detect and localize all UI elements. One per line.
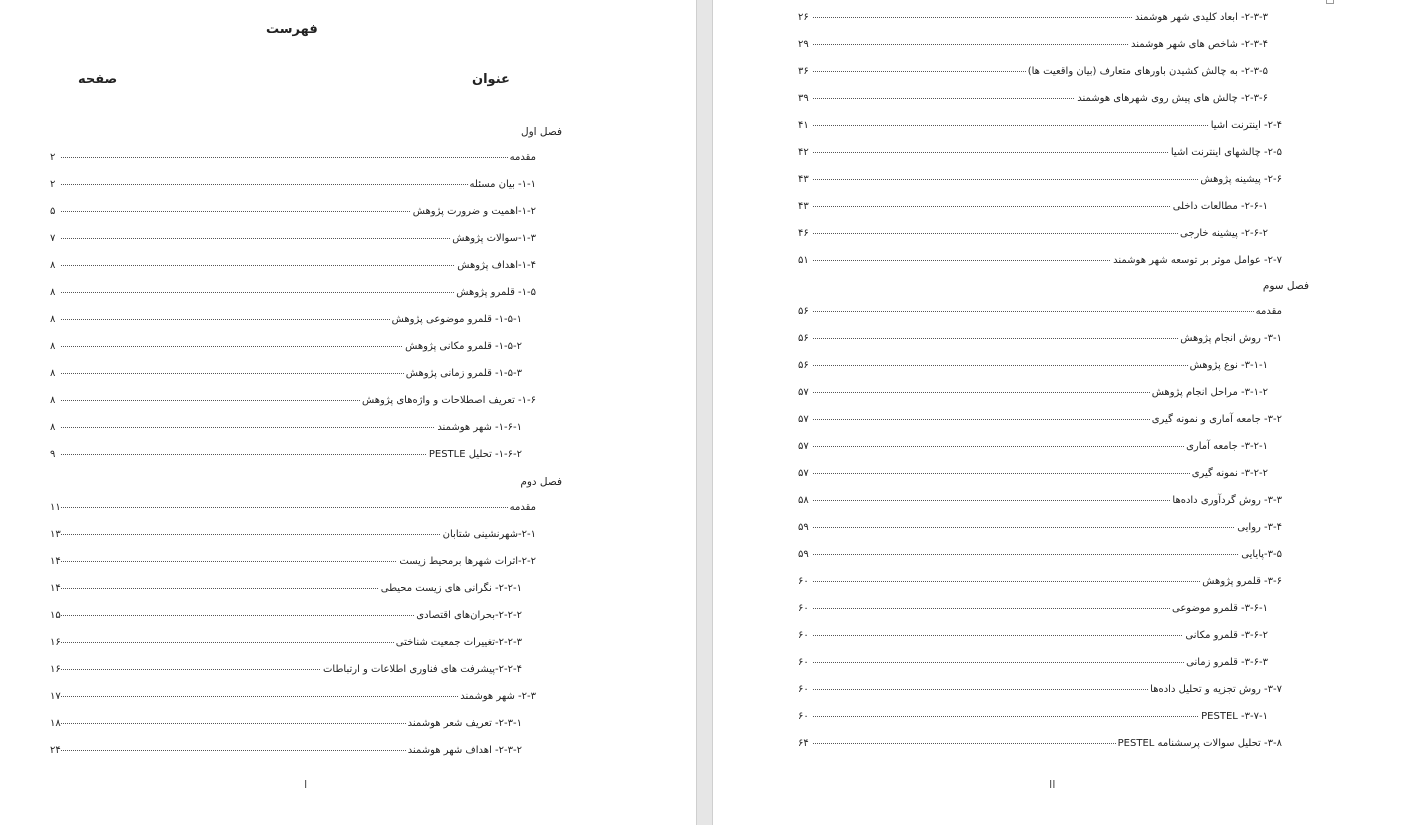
toc-entry[interactable] [50, 286, 536, 300]
toc-page-number: ۵۷ [798, 468, 809, 479]
toc-entry-title: ۲-۳- شهر هوشمند [460, 691, 536, 702]
toc-entry-title: ۲-۳-۳- ابعاد کلیدی شهر هوشمند [1134, 12, 1268, 23]
toc-entry-title: مقدمه [509, 502, 536, 513]
toc-page-number: ۸ [50, 314, 56, 325]
toc-page-number: ۲ [50, 179, 56, 190]
toc-page-number: ۱۱ [50, 502, 61, 513]
toc-entry[interactable] [798, 146, 1282, 160]
toc-page-number: ۳۶ [798, 66, 809, 77]
toc-entry[interactable] [50, 717, 536, 731]
toc-entry[interactable] [798, 227, 1282, 241]
chapter-heading: فصل اول [520, 126, 562, 138]
toc-entry-title: ۱-۴-اهداف پژوهش [457, 260, 536, 271]
toc-entry[interactable] [798, 38, 1282, 52]
toc-entry-title: ۲-۳-۱- تعریف شعر هوشمند [407, 718, 522, 729]
toc-entry[interactable] [798, 629, 1282, 643]
toc-entry[interactable] [798, 656, 1282, 670]
toc-entry[interactable] [50, 340, 536, 354]
toc-entry[interactable] [50, 313, 536, 327]
toc-entry-title: ۳-۸- تحلیل سوالات پرسشنامه PESTEL [1117, 738, 1282, 749]
toc-entry[interactable] [798, 305, 1282, 319]
toc-entry[interactable] [798, 494, 1282, 508]
toc-entry-title: ۳-۲-۱- جامعه آماری [1186, 441, 1268, 452]
toc-entry[interactable] [50, 178, 536, 192]
toc-entry[interactable] [798, 173, 1282, 187]
toc-entry[interactable] [50, 582, 536, 596]
page-number-footer: II [1049, 778, 1056, 791]
toc-page-number: ۵۸ [798, 495, 809, 506]
toc-entry-title: ۱-۵-۲- قلمرو مکانی پژوهش [405, 341, 522, 352]
toc-entry[interactable] [798, 683, 1282, 697]
toc-entry-title: ۱-۵-۱- قلمرو موضوعی پژوهش [391, 314, 522, 325]
toc-page-number: ۵۶ [798, 306, 809, 317]
toc-entry[interactable] [798, 440, 1282, 454]
toc-page-number: ۵۹ [798, 522, 809, 533]
toc-entry[interactable] [798, 386, 1282, 400]
toc-entry-title: ۲-۳-۵- به چالش کشیدن باورهای متعارف (بیان واقعیت ها) [1027, 66, 1268, 77]
toc-entry[interactable] [798, 521, 1282, 535]
toc-page-number: ۲ [50, 152, 56, 163]
toc-entry[interactable] [798, 602, 1282, 616]
toc-entry-title: ۲-۳-۶- چالش های پیش روی شهرهای هوشمند [1077, 93, 1268, 104]
toc-entry[interactable] [798, 359, 1282, 373]
toc-page-number: ۴۶ [798, 228, 809, 239]
toc-entry-title: ۲-۲-۲-بحران‌های اقتصادی [416, 610, 522, 621]
toc-entry-title: ۱-۵-۳- قلمرو زمانی پژوهش [405, 368, 522, 379]
toc-entry-title: ۱-۶-۱- شهر هوشمند [437, 422, 522, 433]
toc-entry[interactable] [50, 501, 536, 515]
toc-entry-title: ۳-۲-۲- نمونه گیری [1191, 468, 1268, 479]
toc-page-number: ۲۴ [50, 745, 61, 756]
toc-entry-title: ۳-۱-۱- نوع پژوهش [1189, 360, 1268, 371]
toc-entry[interactable] [798, 92, 1282, 106]
page-number-footer: I [304, 778, 308, 791]
toc-entry[interactable] [50, 421, 536, 435]
dot-leader [813, 527, 1282, 528]
toc-page-number: ۱۶ [50, 637, 61, 648]
toc-entry-title: ۳-۳- روش گردآوری داده‌ها [1172, 495, 1282, 506]
toc-page-number: ۹ [50, 449, 56, 460]
toc-entry[interactable] [50, 528, 536, 542]
toc-entry-title: ۳-۱- روش انجام پژوهش [1180, 333, 1282, 344]
toc-entry[interactable] [50, 690, 536, 704]
chapter-heading: فصل سوم [1262, 280, 1309, 292]
toc-entry[interactable] [50, 232, 536, 246]
toc-page-number: ۵۷ [798, 387, 809, 398]
toc-entry-title: ۱-۲-اهمیت و ضرورت پژوهش [412, 206, 536, 217]
toc-page-number: ۴۳ [798, 174, 809, 185]
toc-entry[interactable] [50, 151, 536, 165]
toc-page-number: ۴۳ [798, 201, 809, 212]
toc-entry-title: ۲-۲-۱- نگرانی های زیست محیطی [380, 583, 522, 594]
toc-page-number: ۱۶ [50, 664, 61, 675]
toc-entry[interactable] [50, 555, 536, 569]
toc-page-number: ۱۵ [50, 610, 61, 621]
toc-page-number: ۵۹ [798, 549, 809, 560]
toc-page-number: ۸ [50, 260, 56, 271]
toc-page-number: ۵۷ [798, 414, 809, 425]
dot-leader [61, 157, 536, 158]
page-corner-mark [1326, 0, 1334, 4]
toc-page-number: ۵۱ [798, 255, 809, 266]
toc-entry-title: ۳-۱-۲- مراحل انجام پژوهش [1151, 387, 1268, 398]
toc-page-number: ۵ [50, 206, 56, 217]
toc-entry[interactable] [50, 367, 536, 381]
column-header-page: صفحه [78, 72, 118, 87]
toc-page-number: ۵۷ [798, 441, 809, 452]
toc-page-number: ۴۱ [798, 120, 809, 131]
toc-entry[interactable] [798, 467, 1282, 481]
toc-entry-title: ۳-۲- جامعه آماری و نمونه گیری [1151, 414, 1282, 425]
toc-entry-title: ۲-۴- اینترنت اشیا [1210, 120, 1282, 131]
toc-page-number: ۸ [50, 368, 56, 379]
toc-entry-title: ۳-۴- روایی [1237, 522, 1282, 533]
toc-entry-title: ۳-۷-۱- PESTEL [1201, 711, 1268, 722]
toc-entry[interactable] [798, 332, 1282, 346]
toc-entry[interactable] [798, 254, 1282, 268]
toc-page-number: ۸ [50, 422, 56, 433]
toc-entry[interactable] [798, 200, 1282, 214]
toc-entry-title: ۲-۳-۲- اهداف شهر هوشمند [407, 745, 522, 756]
toc-page-number: ۶۰ [798, 576, 809, 587]
toc-page-number: ۶۰ [798, 630, 809, 641]
toc-entry-title: مقدمه [1255, 306, 1282, 317]
toc-page-number: ۱۴ [50, 556, 61, 567]
toc-entry-title: ۱-۱- بیان مسئله [469, 179, 536, 190]
toc-entry-title: ۳-۵-پایایی [1241, 549, 1282, 560]
toc-entry-title: ۲-۶- پیشینه پژوهش [1200, 174, 1282, 185]
toc-entry-title: ۲-۵- چالشهای اینترنت اشیا [1170, 147, 1282, 158]
document-page-2 [712, 0, 1421, 825]
toc-entry[interactable] [798, 413, 1282, 427]
toc-title: فهرست [266, 22, 318, 37]
toc-page-number: ۲۶ [798, 12, 809, 23]
toc-entry[interactable] [798, 119, 1282, 133]
toc-page-number: ۵۶ [798, 360, 809, 371]
toc-page-number: ۵۶ [798, 333, 809, 344]
toc-page-number: ۱۴ [50, 583, 61, 594]
toc-entry-title: ۳-۶- قلمرو پژوهش [1202, 576, 1282, 587]
toc-entry[interactable] [50, 609, 536, 623]
toc-entry-title: ۲-۲-۴-پیشرفت های فناوری اطلاعات و ارتباطات [323, 664, 522, 675]
chapter-heading: فصل دوم [520, 476, 562, 488]
toc-entry[interactable] [50, 259, 536, 273]
toc-entry-title: ۲-۲-اثرات شهرها برمحیط زیست [399, 556, 536, 567]
toc-page-number: ۷ [50, 233, 56, 244]
toc-entry-title: ۲-۱-شهرنشینی شتابان [442, 529, 536, 540]
dot-leader [813, 311, 1282, 312]
column-header-title: عنوان [472, 72, 510, 87]
toc-entry-title: ۱-۶- تعریف اصطلاحات و واژه‌های پژوهش [361, 395, 536, 406]
toc-page-number: ۲۹ [798, 39, 809, 50]
toc-entry[interactable] [50, 744, 536, 758]
toc-page-number: ۱۷ [50, 691, 61, 702]
toc-entry-title: مقدمه [509, 152, 536, 163]
dot-leader [61, 507, 536, 508]
toc-page-number: ۴۲ [798, 147, 809, 158]
toc-page-number: ۶۰ [798, 684, 809, 695]
page-gutter [697, 0, 712, 825]
toc-entry-title: ۲-۲-۳-تغییرات جمعیت شناختی [395, 637, 522, 648]
toc-entry[interactable] [50, 394, 536, 408]
toc-page-number: ۸ [50, 395, 56, 406]
toc-page-number: ۸ [50, 287, 56, 298]
toc-page-number: ۳۹ [798, 93, 809, 104]
toc-entry[interactable] [50, 636, 536, 650]
toc-page-number: ۱۸ [50, 718, 61, 729]
toc-page-number: ۶۰ [798, 657, 809, 668]
dot-leader [813, 554, 1282, 555]
toc-entry-title: ۲-۶-۱- مطالعات داخلی [1172, 201, 1268, 212]
toc-entry[interactable] [50, 448, 536, 462]
toc-entry-title: ۱-۵- قلمرو پژوهش [456, 287, 536, 298]
toc-page-number: ۸ [50, 341, 56, 352]
toc-page-number: ۶۰ [798, 711, 809, 722]
toc-entry[interactable] [50, 205, 536, 219]
toc-entry[interactable] [798, 65, 1282, 79]
toc-page-number: ۶۰ [798, 603, 809, 614]
toc-entry[interactable] [798, 548, 1282, 562]
toc-entry[interactable] [798, 737, 1282, 751]
document-page-1 [0, 0, 697, 825]
toc-entry-title: ۲-۶-۲- پیشینه خارجی [1179, 228, 1268, 239]
toc-entry-title: ۳-۶-۱- قلمرو موضوعی [1171, 603, 1268, 614]
toc-page-number: ۱۳ [50, 529, 61, 540]
toc-entry-title: ۱-۳-سوالات پژوهش [452, 233, 536, 244]
toc-entry-title: ۲-۳-۴- شاخص های شهر هوشمند [1130, 39, 1268, 50]
dot-leader [61, 184, 536, 185]
toc-entry-title: ۱-۶-۲- تحلیل PESTLE [428, 449, 522, 460]
toc-entry-title: ۳-۶-۳- قلمرو زمانی [1186, 657, 1268, 668]
toc-entry-title: ۲-۷- عوامل موثر بر توسعه شهر هوشمند [1113, 255, 1282, 266]
toc-page-number: ۶۴ [798, 738, 809, 749]
toc-entry-title: ۳-۷- روش تجزیه و تحلیل داده‌ها [1150, 684, 1282, 695]
toc-entry[interactable] [798, 11, 1282, 25]
toc-entry[interactable] [50, 663, 536, 677]
toc-entry[interactable] [798, 710, 1282, 724]
toc-entry-title: ۳-۶-۲- قلمرو مکانی [1185, 630, 1268, 641]
toc-entry[interactable] [798, 575, 1282, 589]
